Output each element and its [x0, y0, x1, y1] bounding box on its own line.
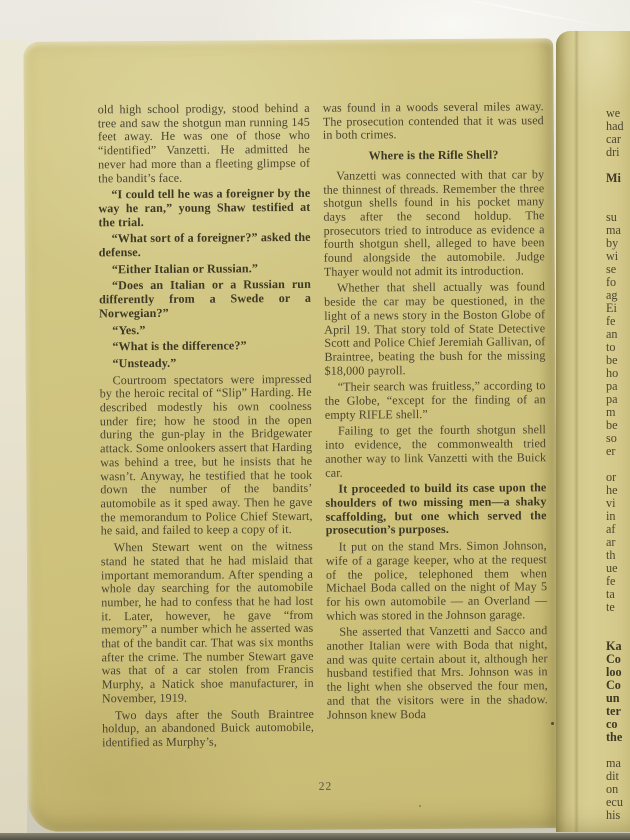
text-fragment: th: [606, 549, 616, 562]
text-gap: [606, 185, 630, 198]
text-fragment: he: [606, 484, 618, 497]
adjacent-page-text: [606, 107, 630, 822]
paragraph: was found in a woods several miles away. The prosecution contended that it was used in both crimes.: [322, 99, 544, 143]
text-fragment: in: [606, 510, 616, 523]
text-fragment: ecu: [606, 796, 623, 809]
ink-speck: [419, 805, 421, 807]
page-number: 22: [318, 780, 333, 793]
left-column: [98, 102, 315, 750]
text-fragment: ma: [606, 224, 621, 237]
left-book-page: [23, 38, 559, 832]
bold-paragraph: “What sort of a foreigner?” asked the defense.: [98, 230, 311, 260]
text-fragment: on: [606, 783, 619, 796]
ink-speck: [551, 722, 554, 725]
text-fragment: be: [606, 419, 618, 432]
text-fragment: m: [606, 406, 616, 419]
text-fragment: te: [606, 601, 615, 614]
text-fragment: ta: [606, 588, 615, 601]
text-fragment: ue: [606, 562, 618, 575]
adjacent-page-sliver: [556, 31, 630, 832]
text-fragment: his: [606, 809, 621, 822]
text-fragment: the: [606, 731, 623, 744]
bold-paragraph: “Unsteady.”: [112, 355, 177, 371]
text-fragment: Co: [606, 679, 621, 692]
text-fragment: un: [606, 692, 620, 705]
text-fragment: so: [606, 432, 617, 445]
text-gap: [606, 159, 630, 172]
text-block: [98, 100, 549, 750]
text-fragment: co: [606, 718, 618, 731]
text-fragment: we: [606, 107, 621, 120]
bold-paragraph: “I could tell he was a foreigner by the way he ran,” young Shaw testified at the trial.: [98, 186, 311, 229]
text-gap: [606, 198, 630, 211]
text-fragment: af: [606, 523, 616, 536]
text-fragment: vi: [606, 497, 616, 510]
text-fragment: an: [606, 328, 618, 341]
text-fragment: wi: [606, 250, 619, 263]
text-gap: [606, 627, 630, 640]
paragraph: Whether that shell actually was found beside the car may be questioned, in the light of a news story in the Boston Globe of April 19. That story told of State Detective Scott and Police Chief Jeremiah Gallivan, of Braintree, beating the bush for the missing $18,000 payroll.: [324, 279, 546, 378]
right-column: [323, 100, 549, 748]
text-fragment: su: [606, 211, 617, 224]
text-fragment: er: [606, 445, 616, 458]
text-fragment: dit: [606, 770, 619, 783]
paragraph: When Stewart went on the witness stand he stated that he had mislaid that important memorandum. After spending a whole day searching for the automobile number, he had to confess that he had lost it. Later, however, he gave “from memory” a number which he asserted was that of the bandit car. That was six months after the crime. The number Stewart gave was that of a car stolen from Francis Murphy, a Natick shoe manufacturer, in November, 1919.: [100, 538, 314, 706]
text-fragment: Ei: [606, 302, 617, 315]
text-fragment: ter: [606, 705, 621, 718]
text-fragment: Ka: [606, 640, 622, 653]
paragraph: Vanzetti was connected with that car by the thinnest of threads. Remember the three shotgun shells found in his pocket many days after the second holdup. The prosecutors tried to introduce as evidence a fourth shotgun shell, alleged to have been found alongside the automobile. Judge Thayer would not admit its introduction.: [323, 167, 545, 279]
text-fragment: se: [606, 263, 617, 276]
text-fragment: fe: [606, 575, 616, 588]
paragraph: “Their search was fruitless,” according to the Globe, “except for the finding of an empty RIFLE shell.”: [324, 378, 546, 422]
text-fragment: be: [606, 354, 618, 367]
text-fragment: by: [606, 237, 619, 250]
text-fragment: Mi: [606, 172, 621, 185]
text-fragment: pa: [606, 380, 618, 393]
bold-paragraph: It proceeded to build its case upon the shoulders of two missing men—a shaky scaffolding, but one which served the prosecution’s purposes.: [325, 480, 547, 538]
text-fragment: ar: [606, 536, 616, 549]
paragraph: She asserted that Vanzetti and Sacco and another Italian were with Boda that night, and was quite certain about it, although her husband testified that Mrs. Johnson was in the light when she observed the four men, and that the visitors were in the shadow. Johnson knew Boda: [326, 623, 548, 722]
surface-scratch: [434, 0, 616, 30]
text-fragment: ma: [606, 757, 621, 770]
text-gap: [606, 744, 630, 757]
paragraph: It put on the stand Mrs. Simon Johnson, wife of a garage keeper, who at the request of the police, telephoned them when Michael Boda called on the night of May 5 for his own automobile — an Overland — which was stored in the Johnson garage.: [325, 538, 548, 623]
paragraph: Two days after the South Braintree holdup, an abandoned Buick automobile, identified as Murphy’s,: [101, 706, 315, 750]
text-fragment: loo: [606, 666, 622, 679]
text-fragment: to: [606, 341, 616, 354]
section-heading: Where is the Rifle Shell?: [368, 147, 499, 163]
paragraph: Courtroom spectators were impressed by the heroic recital of “Slip” Harding. He described modestly his own coolness under fire; how he stood in the open during the gun-play in the Bridgewater attack. Some onlookers assert that Harding was behind a tree, but he insists that he wasn’t. Anyway, he testified that he took down the number of the bandits’ automobile as it sped away. Then he gave the memorandum to Police Chief Stewart, he said, and failed to keep a copy of it.: [99, 371, 313, 538]
text-gap: [606, 614, 630, 627]
photo-edge-strip: [0, 833, 630, 840]
table-surface-band: [0, 40, 27, 834]
paragraph: old high school prodigy, stood behind a tree and saw the shotgun man running 145 feet away. He was one of those who “identified” Vanzetti. He admitted he never had more than a fleeting glimpse of the bandit’s face.: [97, 100, 311, 185]
page-gutter-crease: [574, 31, 579, 832]
text-fragment: pa: [606, 393, 618, 406]
text-fragment: Co: [606, 653, 621, 666]
text-fragment: or: [606, 471, 617, 484]
bold-paragraph: “What is the difference?”: [112, 338, 247, 354]
text-fragment: fo: [606, 276, 617, 289]
bold-paragraph: “Yes.”: [112, 322, 146, 337]
text-fragment: had: [606, 120, 624, 133]
bold-paragraph: “Either Italian or Russian.”: [111, 260, 259, 276]
text-fragment: ag: [606, 289, 618, 302]
text-fragment: dri: [606, 146, 620, 159]
text-fragment: ho: [606, 367, 619, 380]
text-fragment: car: [606, 133, 621, 146]
paragraph: Failing to get the fourth shotgun shell into evidence, the commonwealth tried another way to link Vanzetti with the Buick car.: [325, 422, 547, 480]
bold-paragraph: “Does an Italian or a Russian run differently from a Swede or a Norwegian?”: [99, 277, 312, 321]
text-fragment: fe: [606, 315, 616, 328]
text-gap: [606, 458, 630, 471]
